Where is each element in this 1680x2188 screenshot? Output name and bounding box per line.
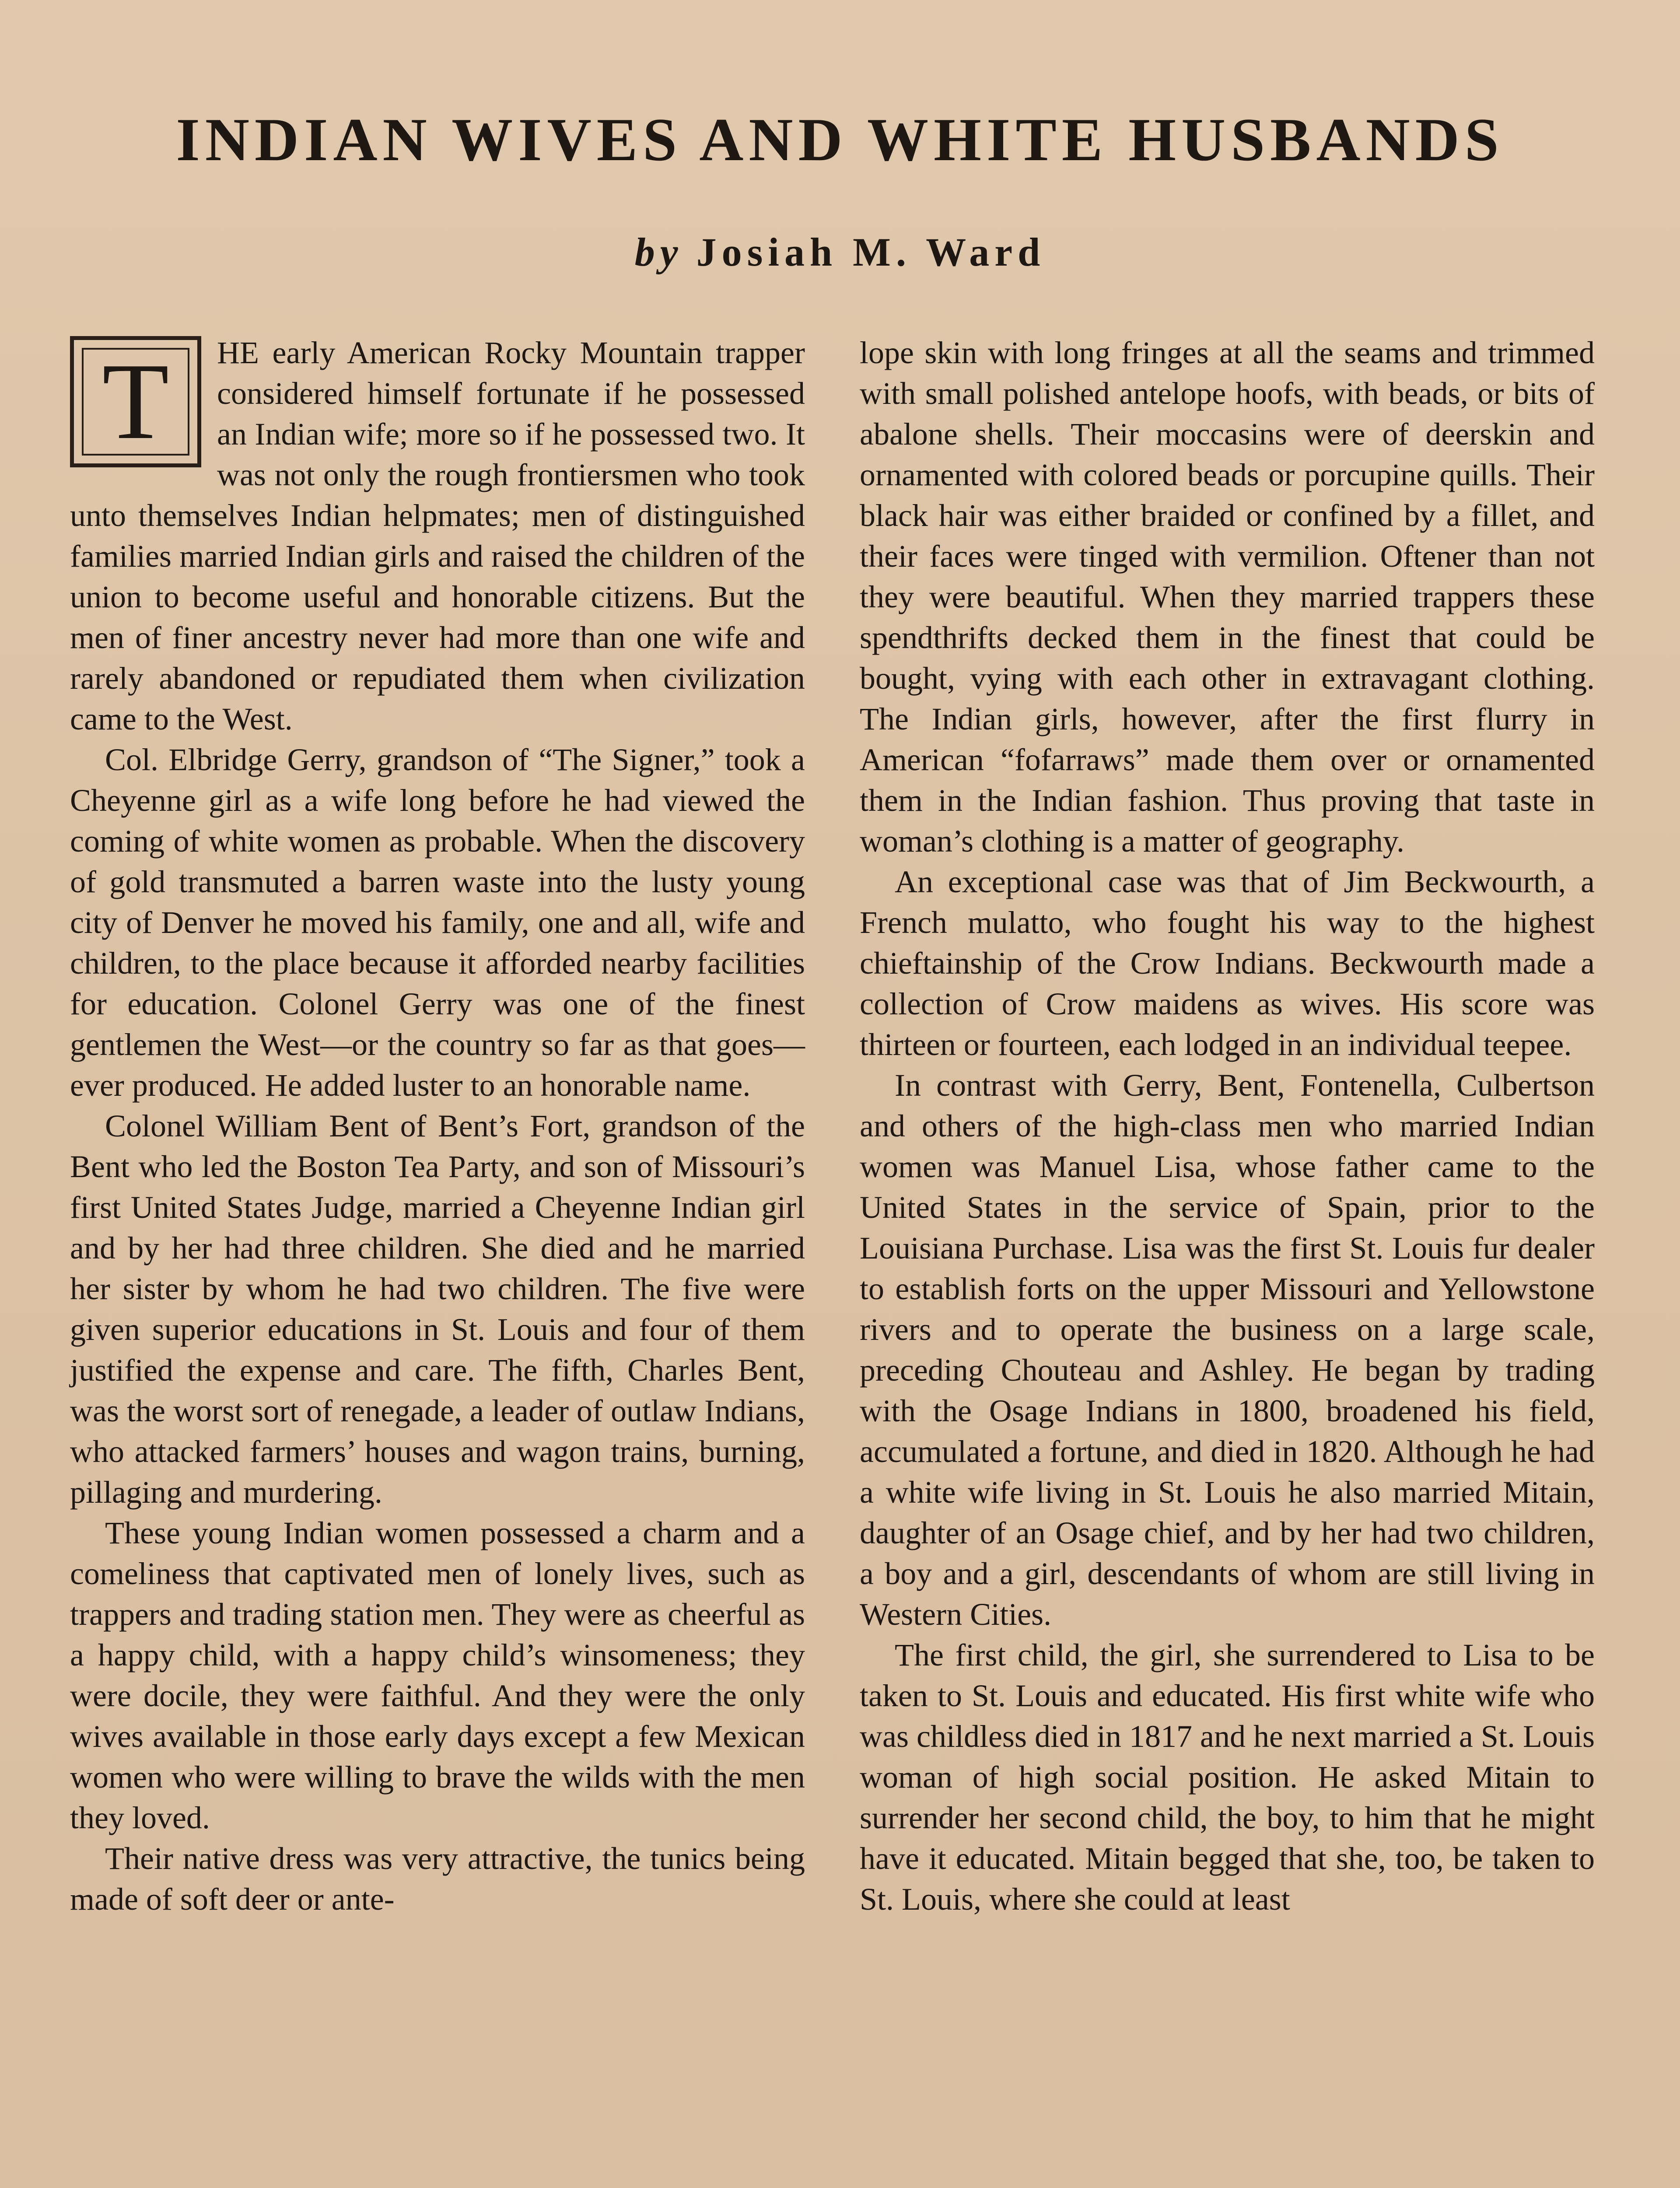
left-column (70, 333, 805, 1920)
paragraph: Colonel William Bent of Bent’s Fort, grandson of the Bent who led the Boston Tea Party, and son of Missouri’s first United States Judge, married a Cheyenne Indian girl and by her had three children. She died and he married her sister by whom he had two children. The five were given superior educations in St. Louis and four of them justified the expense and care. The fifth, Charles Bent, was the worst sort of renegade, a leader of outlaw Indians, who attacked farmers’ houses and wagon trains, burning, pillaging and murdering. (70, 1108, 805, 1510)
right-column (860, 333, 1595, 1920)
paragraph: In contrast with Gerry, Bent, Fontenella, Culbertson and others of the high-class men who married Indian women was Manuel Lisa, whose father came to the United States in the service of Spain, prior to the Louisiana Purchase. Lisa was the first St. Louis fur dealer to establish forts on the upper Missouri and Yellowstone rivers and to operate the business on a large scale, preceding Chouteau and Ashley. He began by trading with the Osage Indians in 1800, broadened his field, accumulated a fortune, and died in 1820. Although he had a white wife living in St. Louis he also married Mitain, daughter of an Osage chief, and by her had two children, a boy and a girl, descendants of whom are still living in Western Cities. (860, 1068, 1595, 1632)
byline (70, 232, 1610, 272)
paragraph: An exceptional case was that of Jim Beckwourth, a French mulatto, who fought his way to the highest chieftainship of the Crow Indians. Beckwourth made a collection of Crow maidens as wives. His score was thirteen or fourteen, each lodged in an individual teepee. (860, 864, 1595, 1062)
drop-cap-letter: T (102, 341, 169, 462)
paragraph: These young Indian women possessed a charm and a comeliness that captivated men of lonely lives, such as trappers and trading station men. They were as cheerful as a happy child, with a happy child’s winsomeness; they were docile, they were faithful. And they were the only wives available in those early days except a few Mexican women who were willing to brave the wilds with the men they loved. (70, 1515, 805, 1835)
paragraph: lope skin with long fringes at all the seams and trimmed with small polished antelope hoofs, with beads, or bits of abalone shells. Their moccasins were of deerskin and ornamented with colored beads or porcupine quills. Their black hair was either braided or confined by a fillet, and their faces were tinged with vermilion. Oftener than not they were beautiful. When they married trappers these spendthrifts decked them in the finest that could be bought, vying with each other in extravagant clothing. The Indian girls, however, after the first flurry in American “fofarraws” made them over or ornamented them in the Indian fashion. Thus proving that taste in woman’s clothing is a matter of geography. (860, 335, 1595, 859)
byline-prefix: by (634, 230, 683, 274)
paragraph: Col. Elbridge Gerry, grandson of “The Signer,” took a Cheyenne girl as a wife long before he had viewed the coming of white women as probable. When the discovery of gold transmuted a barren waste into the lusty young city of Denver he moved his family, one and all, wife and children, to the place because it afforded nearby facilities for education. Colonel Gerry was one of the finest gentlemen the West—or the country so far as that goes—ever produced. He added luster to an honorable name. (70, 742, 805, 1103)
author-name: Josiah M. Ward (696, 230, 1046, 274)
paragraph: The first child, the girl, she surrendered to Lisa to be taken to St. Louis and educated. His first white wife who was childless died in 1817 and he next married a St. Louis woman of high social position. He asked Mitain to surrender her second child, the boy, to him that he might have it educated. Mitain begged that she, too, be taken to St. Louis, where she could at least (860, 1637, 1595, 1917)
article-title: INDIAN WIVES AND WHITE HUSBANDS (176, 106, 1504, 174)
paragraph-text: HE early American Rocky Mountain trapper considered himself fortunate if he possessed an Indian wife; more so if he possessed two. It was not only the rough frontiersmen who took unto themselves Indian helpmates; men of distinguished families married Indian girls and raised the children of the union to become useful and honorable citizens. But the men of finer ancestry never had more than one wife and rarely abandoned or repudiated them when civilization came to the West. (70, 335, 805, 736)
drop-cap (70, 336, 201, 467)
paragraph (70, 333, 805, 740)
paragraph: Their native dress was very attractive, the tunics being made of soft deer or ante- (70, 1841, 805, 1917)
